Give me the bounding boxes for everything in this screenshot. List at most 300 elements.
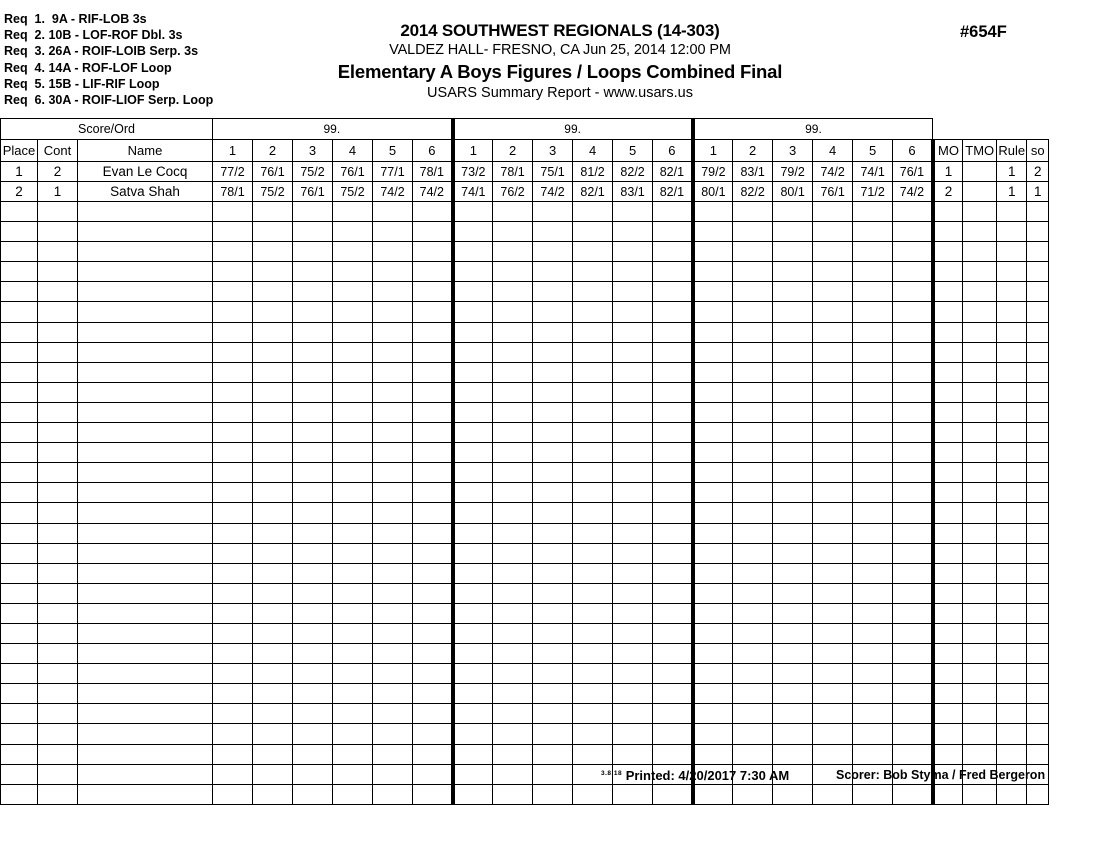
cell-empty — [413, 443, 453, 463]
cell-empty — [1027, 382, 1049, 402]
requirement-line: Req 5. 15B - LIF-RIF Loop — [4, 76, 160, 91]
cell-empty — [653, 362, 693, 382]
cell-empty — [693, 563, 733, 583]
cell-empty — [613, 744, 653, 764]
cell-empty — [1, 684, 38, 704]
cell-empty — [893, 443, 933, 463]
column-header-judge-g2-1: 1 — [453, 140, 493, 162]
cell-empty — [963, 543, 997, 563]
cell-empty — [733, 603, 773, 623]
cell-empty — [493, 423, 533, 443]
cell-empty — [853, 684, 893, 704]
cell-empty — [613, 563, 653, 583]
cell-empty — [213, 463, 253, 483]
cell-empty — [1027, 603, 1049, 623]
cell-empty — [963, 302, 997, 322]
cell-empty — [853, 724, 893, 744]
cell-empty — [333, 684, 373, 704]
cell-empty — [933, 443, 963, 463]
cell-empty — [453, 362, 493, 382]
cell-empty — [733, 423, 773, 443]
cell-empty — [813, 523, 853, 543]
cell-empty — [78, 362, 213, 382]
cell-score-g2-3: 75/1 — [533, 162, 573, 182]
cell-empty — [997, 623, 1027, 643]
cell-empty — [38, 463, 78, 483]
cell-empty — [453, 563, 493, 583]
cell-empty — [813, 423, 853, 443]
printed-stamp — [601, 768, 789, 783]
cell-empty — [773, 262, 813, 282]
cell-empty — [333, 322, 373, 342]
cell-empty — [733, 322, 773, 342]
table-row-empty — [1, 322, 1049, 342]
group-label-1: 99. — [213, 119, 453, 140]
cell-empty — [533, 744, 573, 764]
cell-empty — [253, 402, 293, 422]
cell-empty — [813, 704, 853, 724]
cell-empty — [773, 342, 813, 362]
cell-empty — [693, 262, 733, 282]
cell-empty — [533, 362, 573, 382]
cell-empty — [773, 302, 813, 322]
cell-empty — [78, 784, 213, 804]
table-row-empty — [1, 402, 1049, 422]
table-row-empty — [1, 724, 1049, 744]
cell-empty — [213, 644, 253, 664]
cell-empty — [853, 322, 893, 342]
cell-empty — [693, 443, 733, 463]
cell-empty — [893, 523, 933, 543]
cell-empty — [373, 724, 413, 744]
cell-empty — [373, 262, 413, 282]
cell-empty — [453, 523, 493, 543]
cell-empty — [613, 543, 653, 563]
cell-empty — [78, 704, 213, 724]
cell-empty — [813, 623, 853, 643]
cell-empty — [293, 704, 333, 724]
cell-empty — [1, 664, 38, 684]
cell-empty — [293, 563, 333, 583]
cell-empty — [1, 342, 38, 362]
cell-empty — [653, 664, 693, 684]
column-header-name: Name — [78, 140, 213, 162]
cell-empty — [78, 443, 213, 463]
cell-empty — [38, 764, 78, 784]
cell-empty — [333, 262, 373, 282]
cell-empty — [373, 523, 413, 543]
cell-empty — [1027, 463, 1049, 483]
cell-empty — [853, 302, 893, 322]
column-header-place: Place — [1, 140, 38, 162]
table-row-empty — [1, 603, 1049, 623]
cell-empty — [293, 282, 333, 302]
cell-empty — [773, 744, 813, 764]
cell-empty — [293, 664, 333, 684]
cell-empty — [493, 644, 533, 664]
cell-empty — [653, 443, 693, 463]
cell-empty — [653, 684, 693, 704]
cell-empty — [963, 684, 997, 704]
cell-empty — [78, 543, 213, 563]
cell-empty — [373, 202, 413, 222]
cell-empty — [853, 543, 893, 563]
cell-empty — [933, 322, 963, 342]
cell-empty — [893, 262, 933, 282]
cell-empty — [963, 664, 997, 684]
column-header-judge-g2-4: 4 — [573, 140, 613, 162]
cell-empty — [813, 724, 853, 744]
cell-empty — [413, 784, 453, 804]
cell-empty — [373, 664, 413, 684]
cell-empty — [1027, 503, 1049, 523]
cell-empty — [1, 623, 38, 643]
cell-score-g1-3: 76/1 — [293, 182, 333, 202]
score-table — [0, 118, 1049, 805]
cell-empty — [933, 222, 963, 242]
cell-empty — [933, 483, 963, 503]
cell-empty — [773, 563, 813, 583]
cell-empty — [733, 563, 773, 583]
cell-empty — [653, 583, 693, 603]
cell-empty — [693, 463, 733, 483]
group-row-spacer — [933, 119, 1049, 140]
cell-empty — [573, 443, 613, 463]
cell-empty — [933, 362, 963, 382]
cell-empty — [413, 362, 453, 382]
cell-empty — [1, 322, 38, 342]
cell-empty — [253, 523, 293, 543]
cell-empty — [253, 744, 293, 764]
cell-empty — [38, 402, 78, 422]
cell-empty — [893, 222, 933, 242]
cell-empty — [493, 503, 533, 523]
cell-empty — [853, 282, 893, 302]
cell-empty — [1027, 423, 1049, 443]
cell-score-g1-6: 78/1 — [413, 162, 453, 182]
cell-empty — [38, 704, 78, 724]
cell-empty — [1027, 543, 1049, 563]
cell-empty — [293, 262, 333, 282]
cell-empty — [413, 543, 453, 563]
cell-empty — [213, 784, 253, 804]
cell-empty — [493, 362, 533, 382]
cell-empty — [893, 684, 933, 704]
cell-empty — [213, 483, 253, 503]
cell-empty — [733, 402, 773, 422]
cell-score-g1-2: 76/1 — [253, 162, 293, 182]
cell-empty — [373, 282, 413, 302]
cell-empty — [533, 443, 573, 463]
cell-empty — [38, 282, 78, 302]
column-header-so: so — [1027, 140, 1049, 162]
cell-empty — [573, 222, 613, 242]
table-row-empty — [1, 262, 1049, 282]
cell-empty — [893, 202, 933, 222]
cell-empty — [213, 402, 253, 422]
cell-empty — [253, 543, 293, 563]
cell-empty — [533, 563, 573, 583]
cell-empty — [333, 664, 373, 684]
cell-empty — [963, 483, 997, 503]
cell-empty — [693, 503, 733, 523]
cell-empty — [373, 483, 413, 503]
cell-empty — [78, 724, 213, 744]
cell-empty — [373, 423, 413, 443]
cell-empty — [773, 382, 813, 402]
cell-empty — [1027, 362, 1049, 382]
cell-empty — [893, 724, 933, 744]
cell-empty — [893, 423, 933, 443]
table-row-empty — [1, 382, 1049, 402]
cell-empty — [38, 603, 78, 623]
table-row-empty — [1, 483, 1049, 503]
cell-empty — [493, 623, 533, 643]
cell-empty — [997, 724, 1027, 744]
cell-empty — [493, 322, 533, 342]
cell-empty — [38, 362, 78, 382]
cell-empty — [453, 342, 493, 362]
cell-empty — [78, 202, 213, 222]
cell-empty — [1, 443, 38, 463]
cell-empty — [573, 744, 613, 764]
cell-empty — [453, 302, 493, 322]
cell-empty — [453, 262, 493, 282]
cell-empty — [253, 242, 293, 262]
cell-empty — [1, 724, 38, 744]
cell-empty — [853, 523, 893, 543]
cell-empty — [333, 282, 373, 302]
cell-empty — [573, 282, 613, 302]
cell-empty — [293, 523, 333, 543]
cell-empty — [853, 644, 893, 664]
cell-empty — [1, 402, 38, 422]
cell-empty — [1027, 402, 1049, 422]
cell-empty — [853, 664, 893, 684]
cell-empty — [613, 202, 653, 222]
cell-empty — [893, 543, 933, 563]
table-row-empty — [1, 623, 1049, 643]
cell-empty — [213, 282, 253, 302]
cell-score-g2-1: 73/2 — [453, 162, 493, 182]
column-header-judge-g3-4: 4 — [813, 140, 853, 162]
cell-empty — [893, 382, 933, 402]
cell-empty — [38, 623, 78, 643]
cell-score-g2-2: 78/1 — [493, 162, 533, 182]
cell-empty — [893, 623, 933, 643]
cell-so: 1 — [1027, 182, 1049, 202]
cell-empty — [773, 784, 813, 804]
cell-score-g3-2: 83/1 — [733, 162, 773, 182]
cell-empty — [773, 483, 813, 503]
cell-empty — [997, 563, 1027, 583]
cell-empty — [533, 262, 573, 282]
cell-empty — [38, 503, 78, 523]
cell-empty — [1027, 664, 1049, 684]
cell-score-g3-5: 74/1 — [853, 162, 893, 182]
cell-empty — [293, 302, 333, 322]
cell-rule: 1 — [997, 162, 1027, 182]
cell-empty — [533, 543, 573, 563]
cell-empty — [213, 523, 253, 543]
cell-empty — [373, 402, 413, 422]
cell-empty — [653, 262, 693, 282]
cell-empty — [693, 342, 733, 362]
cell-empty — [333, 302, 373, 322]
cell-empty — [293, 684, 333, 704]
cell-empty — [333, 744, 373, 764]
cell-empty — [1027, 443, 1049, 463]
cell-empty — [533, 222, 573, 242]
cell-empty — [613, 342, 653, 362]
cell-empty — [933, 784, 963, 804]
cell-so: 2 — [1027, 162, 1049, 182]
cell-empty — [693, 784, 733, 804]
cell-empty — [493, 543, 533, 563]
cell-empty — [213, 603, 253, 623]
cell-empty — [253, 322, 293, 342]
cell-empty — [573, 684, 613, 704]
cell-empty — [773, 222, 813, 242]
cell-empty — [997, 382, 1027, 402]
cell-empty — [813, 362, 853, 382]
cell-empty — [1027, 744, 1049, 764]
cell-empty — [1027, 623, 1049, 643]
cell-empty — [293, 503, 333, 523]
cell-empty — [997, 483, 1027, 503]
cell-empty — [963, 423, 997, 443]
cell-empty — [78, 483, 213, 503]
group-label-3: 99. — [693, 119, 933, 140]
cell-empty — [493, 382, 533, 402]
cell-empty — [933, 423, 963, 443]
cell-empty — [813, 744, 853, 764]
cell-empty — [333, 222, 373, 242]
cell-score-g2-6: 82/1 — [653, 182, 693, 202]
cell-empty — [333, 523, 373, 543]
requirement-line: Req 1. 9A - RIF-LOB 3s — [4, 12, 147, 26]
cell-empty — [253, 704, 293, 724]
cell-empty — [693, 583, 733, 603]
cell-empty — [78, 463, 213, 483]
cell-empty — [253, 362, 293, 382]
cell-empty — [38, 583, 78, 603]
cell-empty — [373, 443, 413, 463]
cell-empty — [1, 302, 38, 322]
cell-empty — [453, 282, 493, 302]
cell-empty — [333, 704, 373, 724]
cell-empty — [1027, 202, 1049, 222]
cell-empty — [893, 463, 933, 483]
cell-empty — [813, 463, 853, 483]
column-header-judge-g1-5: 5 — [373, 140, 413, 162]
cell-empty — [773, 684, 813, 704]
cell-empty — [38, 523, 78, 543]
cell-empty — [213, 563, 253, 583]
cell-empty — [78, 222, 213, 242]
cell-empty — [813, 543, 853, 563]
cell-empty — [213, 222, 253, 242]
cell-mo: 2 — [933, 182, 963, 202]
cell-empty — [78, 402, 213, 422]
cell-empty — [1, 603, 38, 623]
cell-empty — [213, 664, 253, 684]
table-row-empty — [1, 282, 1049, 302]
cell-empty — [78, 262, 213, 282]
cell-empty — [493, 443, 533, 463]
cell-empty — [213, 704, 253, 724]
cell-empty — [573, 704, 613, 724]
cell-empty — [373, 563, 413, 583]
cell-empty — [933, 342, 963, 362]
cell-empty — [293, 202, 333, 222]
cell-empty — [893, 362, 933, 382]
cell-empty — [963, 503, 997, 523]
cell-place: 2 — [1, 182, 38, 202]
cell-empty — [573, 322, 613, 342]
table-row-empty — [1, 744, 1049, 764]
cell-empty — [533, 242, 573, 262]
cell-empty — [893, 583, 933, 603]
cell-empty — [333, 362, 373, 382]
cell-empty — [733, 724, 773, 744]
cell-empty — [613, 704, 653, 724]
cell-empty — [213, 342, 253, 362]
cell-empty — [78, 684, 213, 704]
cell-empty — [963, 523, 997, 543]
cell-empty — [893, 704, 933, 724]
cell-empty — [997, 342, 1027, 362]
cell-empty — [893, 402, 933, 422]
cell-empty — [997, 222, 1027, 242]
cell-empty — [1, 483, 38, 503]
cell-empty — [933, 704, 963, 724]
cell-empty — [693, 603, 733, 623]
table-row-empty — [1, 443, 1049, 463]
cell-empty — [533, 302, 573, 322]
cell-empty — [933, 463, 963, 483]
cell-empty — [813, 583, 853, 603]
cell-empty — [373, 764, 413, 784]
cell-empty — [997, 423, 1027, 443]
cell-tmo — [963, 182, 997, 202]
cell-empty — [773, 322, 813, 342]
table-row-empty — [1, 222, 1049, 242]
cell-empty — [653, 302, 693, 322]
cell-empty — [933, 563, 963, 583]
cell-empty — [373, 644, 413, 664]
cell-empty — [373, 503, 413, 523]
cell-empty — [533, 402, 573, 422]
cell-empty — [963, 463, 997, 483]
table-row-empty — [1, 302, 1049, 322]
cell-empty — [493, 704, 533, 724]
cell-empty — [773, 644, 813, 664]
cell-score-g1-3: 75/2 — [293, 162, 333, 182]
cell-empty — [997, 583, 1027, 603]
cell-empty — [653, 222, 693, 242]
cell-empty — [653, 724, 693, 744]
cell-empty — [253, 764, 293, 784]
cell-empty — [997, 262, 1027, 282]
cell-empty — [773, 282, 813, 302]
cell-empty — [733, 282, 773, 302]
cell-empty — [693, 543, 733, 563]
cell-empty — [997, 503, 1027, 523]
cell-empty — [413, 744, 453, 764]
cell-empty — [493, 302, 533, 322]
cell-empty — [453, 724, 493, 744]
